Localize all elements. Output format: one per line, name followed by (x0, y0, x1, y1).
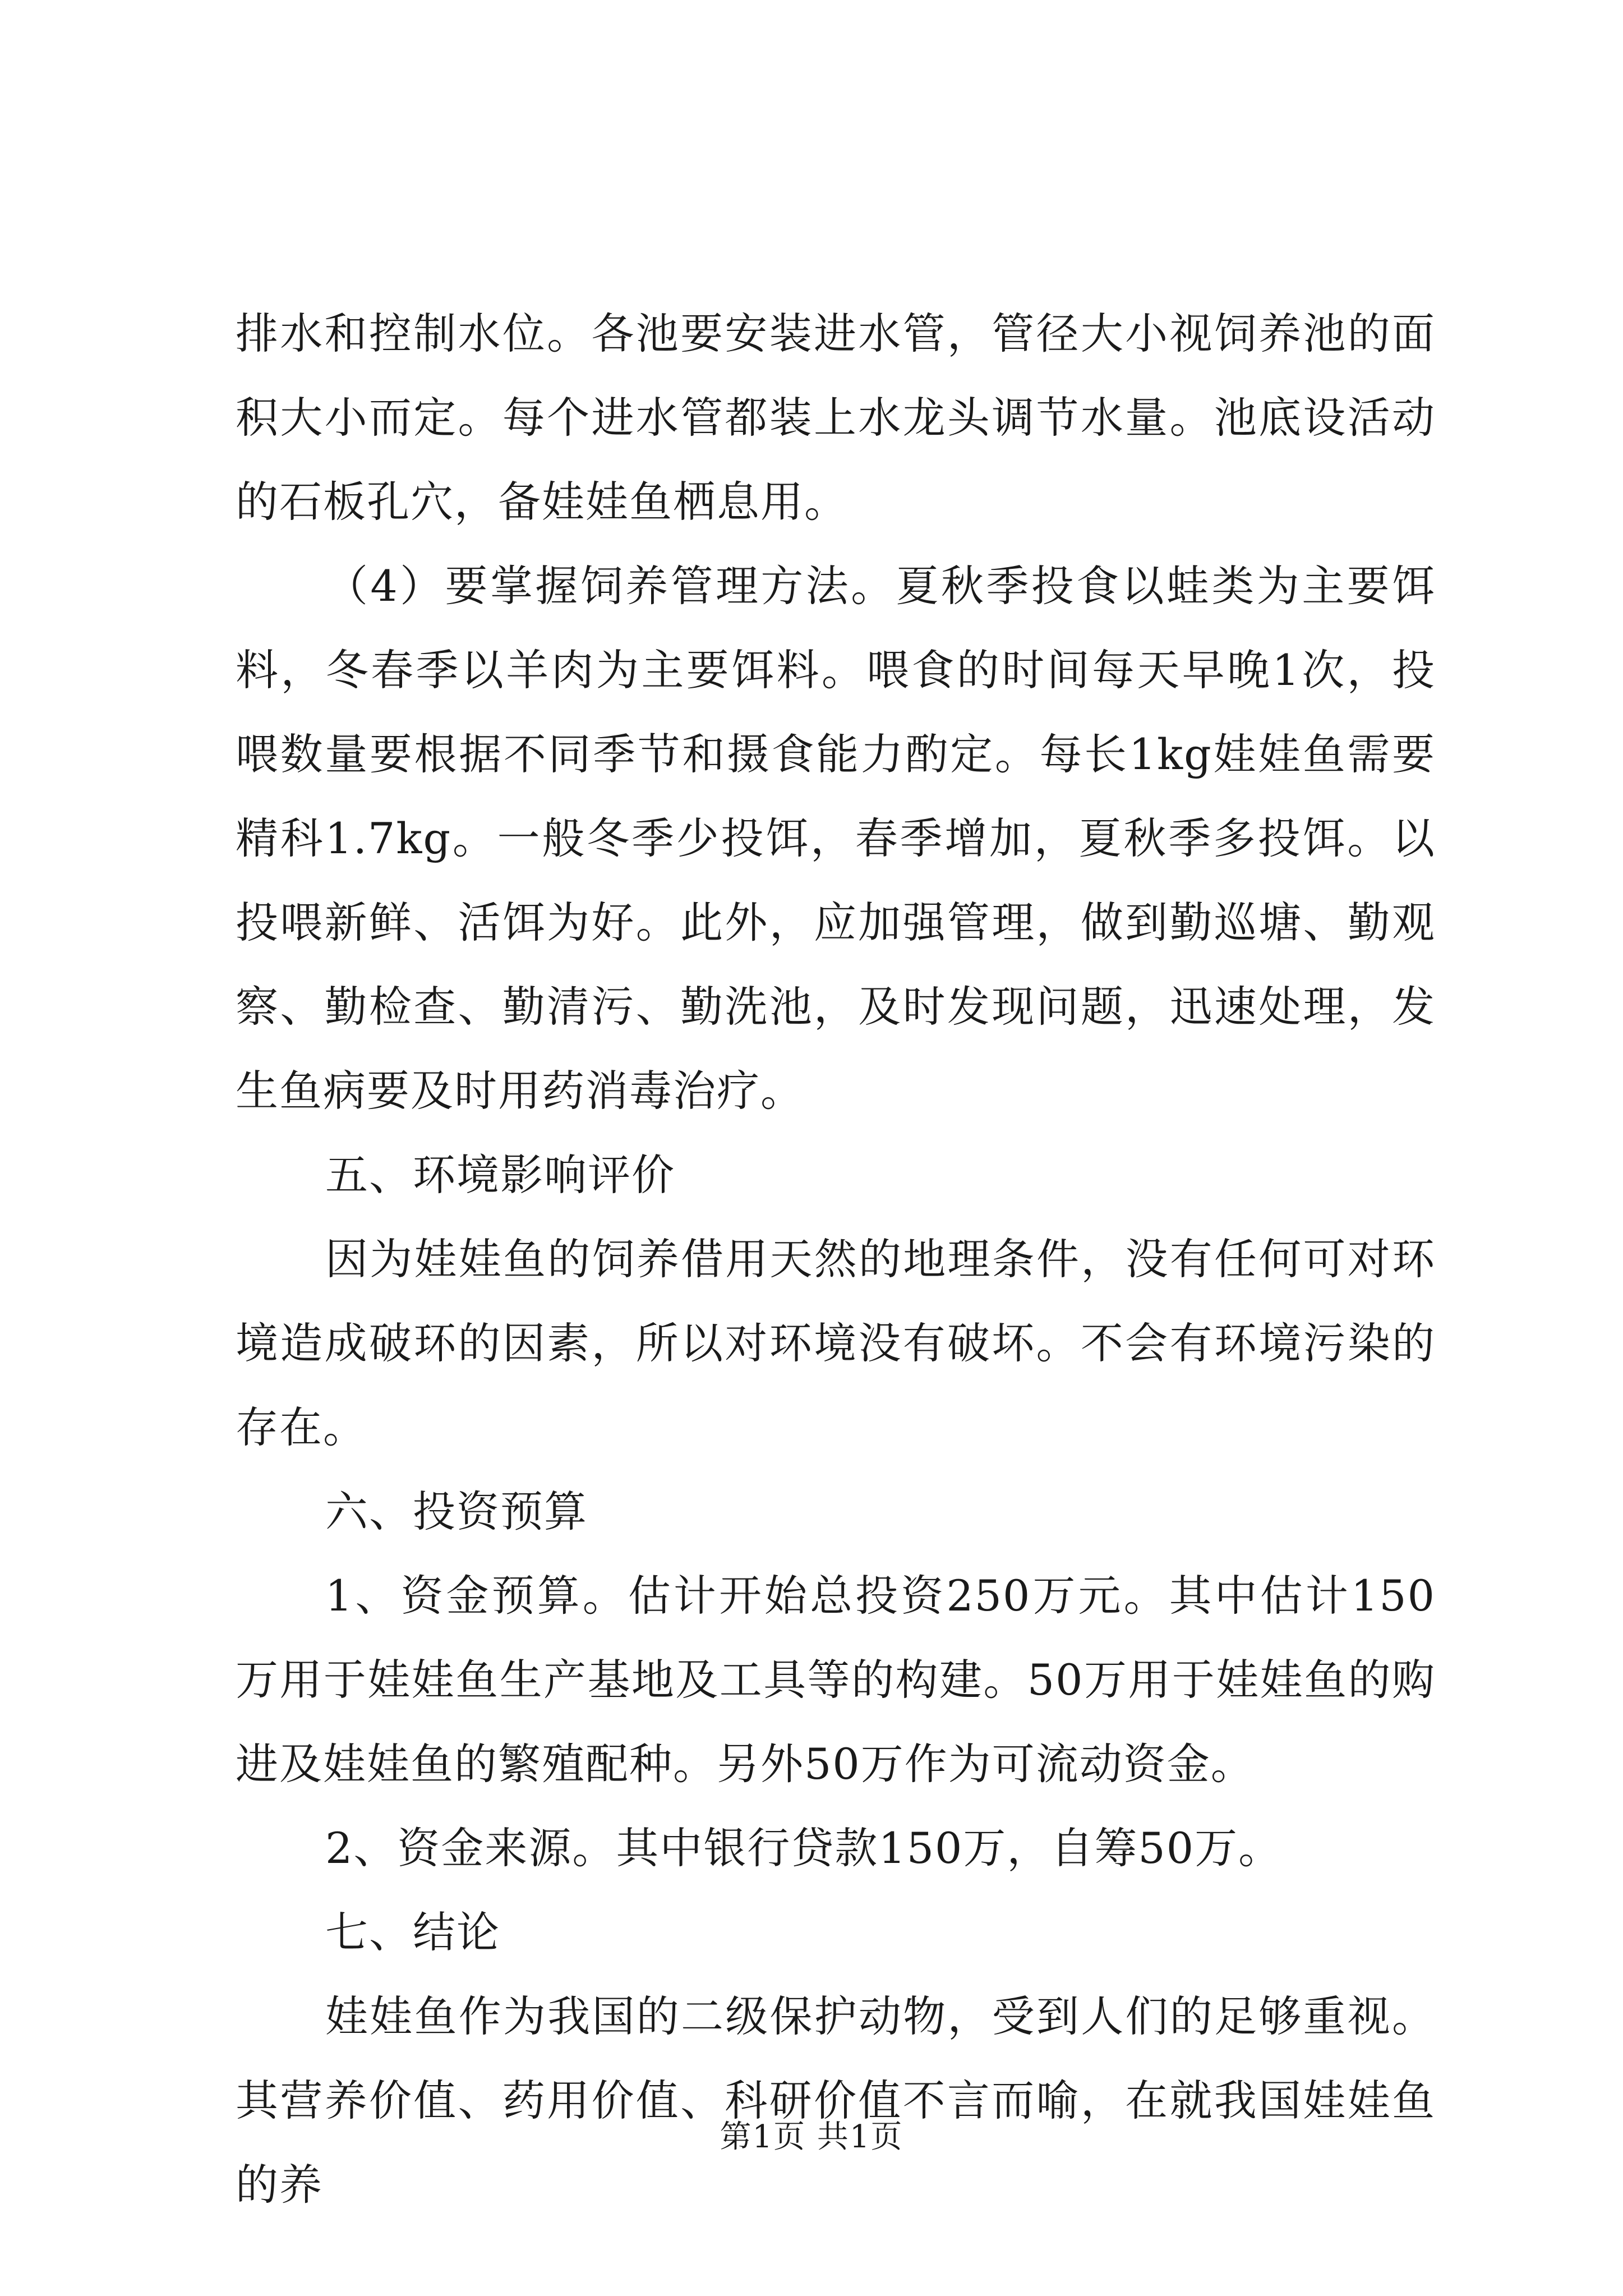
heading-investment-budget: 六、投资预算 (325, 1487, 588, 1536)
heading-conclusion: 七、结论 (325, 1907, 500, 1957)
paragraph-conclusion: 娃娃鱼作为我国的二级保护动物，受到人们的足够重视。其营养价值、药用价值、科研价值不言而喻，在就我国娃娃鱼的养 (236, 1991, 1436, 2210)
paragraph-drainage: 排水和控制水位。各池要安装进水管，管径大小视饲养池的面积大小而定。每个进水管都装上水龙头调节水量。池底设活动的石板孔穴，备娃娃鱼栖息用。 (236, 309, 1436, 527)
paragraph-environmental-impact: 因为娃娃鱼的饲养借用天然的地理条件，没有任何可对环境造成破环的因素，所以对环境没有破坏。不会有环境污染的存在。 (236, 1234, 1436, 1452)
paragraph-fund-source: 2、资金来源。其中银行贷款150万，自筹50万。 (325, 1823, 1283, 1873)
paragraph-feeding-management: （4）要掌握饲养管理方法。夏秋季投食以蛙类为主要饵料，冬春季以羊肉为主要饵料。喂食的时间每天早晚1次，投喂数量要根据不同季节和摄食能力酌定。每长1kg娃娃鱼需要精科1.7kg。一般冬季少投饵，春季增加，夏秋季多投饵。以投喂新鲜、活饵为好。此外，应加强管理，做到勤巡塘、勤观察、勤检查、勤清污、勤洗池，及时发现问题，迅速处理，发生鱼病要及时用药消毒治疗。 (236, 561, 1436, 1116)
heading-environmental-impact: 五、环境影响评价 (325, 1150, 675, 1200)
document-body (236, 292, 1436, 2227)
paragraph-fund-budget: 1、资金预算。估计开始总投资250万元。其中估计150万用于娃娃鱼生产基地及工具等的构建。50万用于娃娃鱼的购进及娃娃鱼的繁殖配种。另外50万作为可流动资金。 (236, 1571, 1436, 1789)
page-number-footer: 第1页 共1页 (720, 2119, 903, 2155)
